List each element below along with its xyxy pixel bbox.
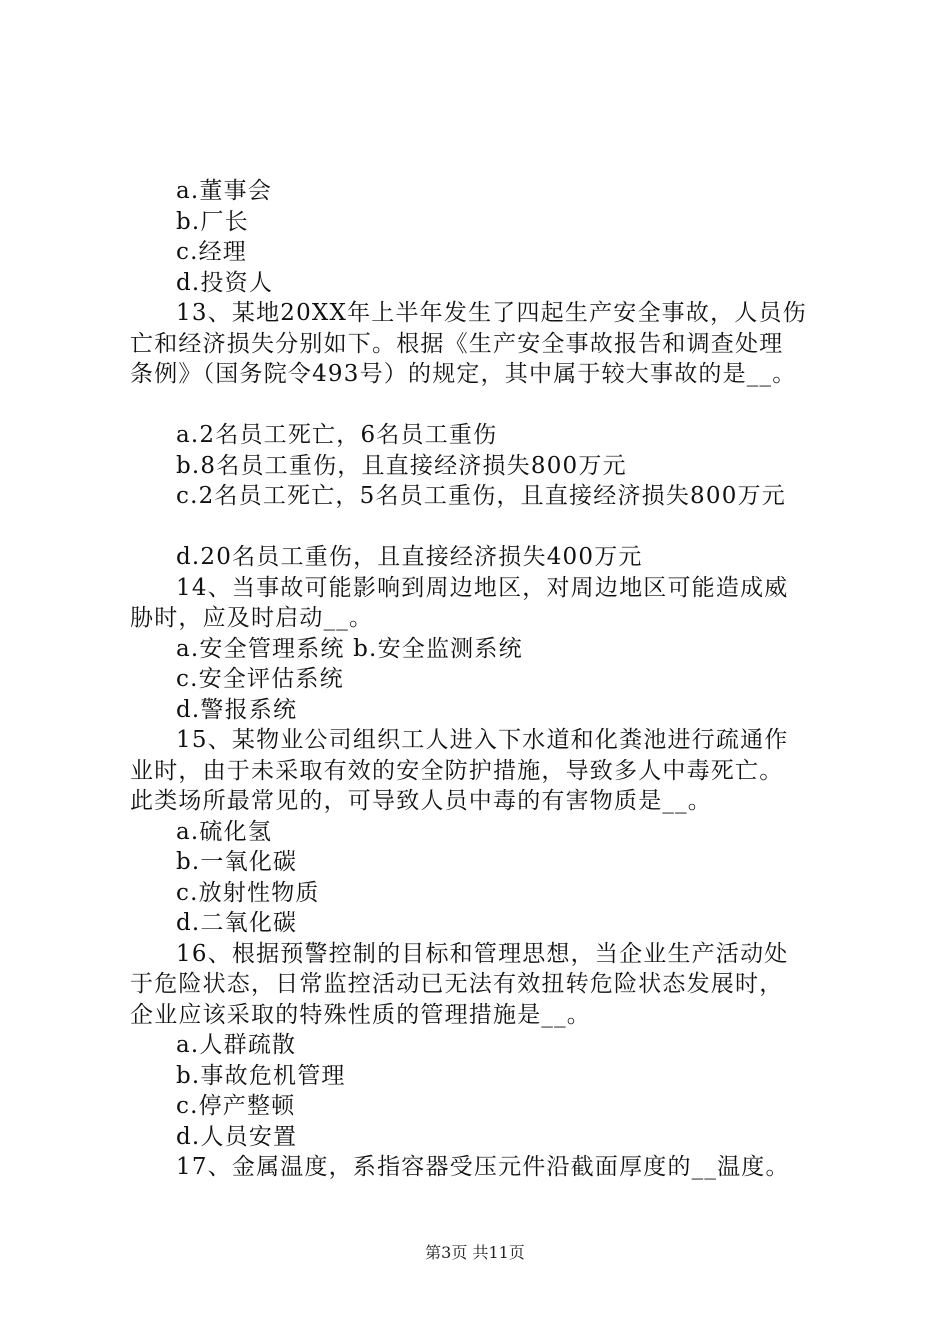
question-13-option-c: c.2名员工死亡，5名员工重伤，且直接经济损失800万元 [176, 483, 786, 509]
question-13-line-3: 条例》（国务院令493号）的规定，其中属于较大事故的是__。 [130, 361, 797, 387]
question-15-option-b: b.一氧化碳 [176, 849, 298, 875]
question-14-line-1: 14、当事故可能影响到周边地区，对周边地区可能造成威 [176, 574, 789, 601]
question-13-option-b: b.8名员工重伤，且直接经济损失800万元 [176, 452, 627, 479]
question-15-option-d: d.二氧化碳 [176, 910, 298, 936]
question-16-option-c: c.停产整顿 [176, 1093, 296, 1119]
question-13-option-a: a.2名员工死亡，6名员工重伤 [176, 422, 498, 448]
option-c: c.经理 [176, 239, 247, 265]
question-14-option-d: d.警报系统 [176, 696, 298, 723]
question-13-line-2: 亡和经济损失分别如下。根据《生产安全事故报告和调查处理 [130, 330, 784, 357]
question-16-option-d: d.人员安置 [176, 1123, 298, 1150]
option-b: b.厂长 [176, 208, 249, 235]
question-16-line-1: 16、根据预警控制的目标和管理思想，当企业生产活动处 [176, 940, 789, 967]
blank-line [130, 512, 840, 543]
question-16-line-3: 企业应该采取的特殊性质的管理措施是__。 [130, 1001, 591, 1028]
blank-line [130, 390, 840, 421]
question-14-option-ab: a.安全管理系统 b.安全监测系统 [176, 635, 523, 662]
question-16-option-a: a.人群疏散 [176, 1032, 297, 1058]
question-15-line-3: 此类场所最常见的，可导致人员中毒的有害物质是__。 [130, 788, 712, 814]
page-footer: 第3页 共11页 [425, 1243, 525, 1262]
question-15-option-c: c.放射性物质 [176, 879, 320, 906]
question-16-option-b: b.事故危机管理 [176, 1062, 346, 1089]
option-d: d.投资人 [176, 269, 274, 296]
question-15-option-a: a.硫化氢 [176, 818, 273, 845]
question-13-option-d: d.20名员工重伤，且直接经济损失400万元 [176, 544, 643, 570]
option-a: a.董事会 [176, 178, 273, 204]
question-17-line-1: 17、金属温度，系指容器受压元件沿截面厚度的__温度。 [176, 1154, 790, 1180]
question-15-line-2: 业时，由于未采取有效的安全防护措施，导致多人中毒死亡。 [130, 757, 784, 784]
question-14-option-c: c.安全评估系统 [176, 666, 344, 692]
question-16-line-2: 于危险状态，日常监控活动已无法有效扭转危险状态发展时， [130, 971, 784, 997]
question-13-line-1: 13、某地20XX年上半年发生了四起生产安全事故，人员伤 [176, 300, 807, 326]
question-15-line-1: 15、某物业公司组织工人进入下水道和化粪池进行疏通作 [176, 727, 789, 753]
document-body [130, 176, 840, 1183]
question-14-line-2: 胁时，应及时启动__。 [130, 605, 374, 631]
